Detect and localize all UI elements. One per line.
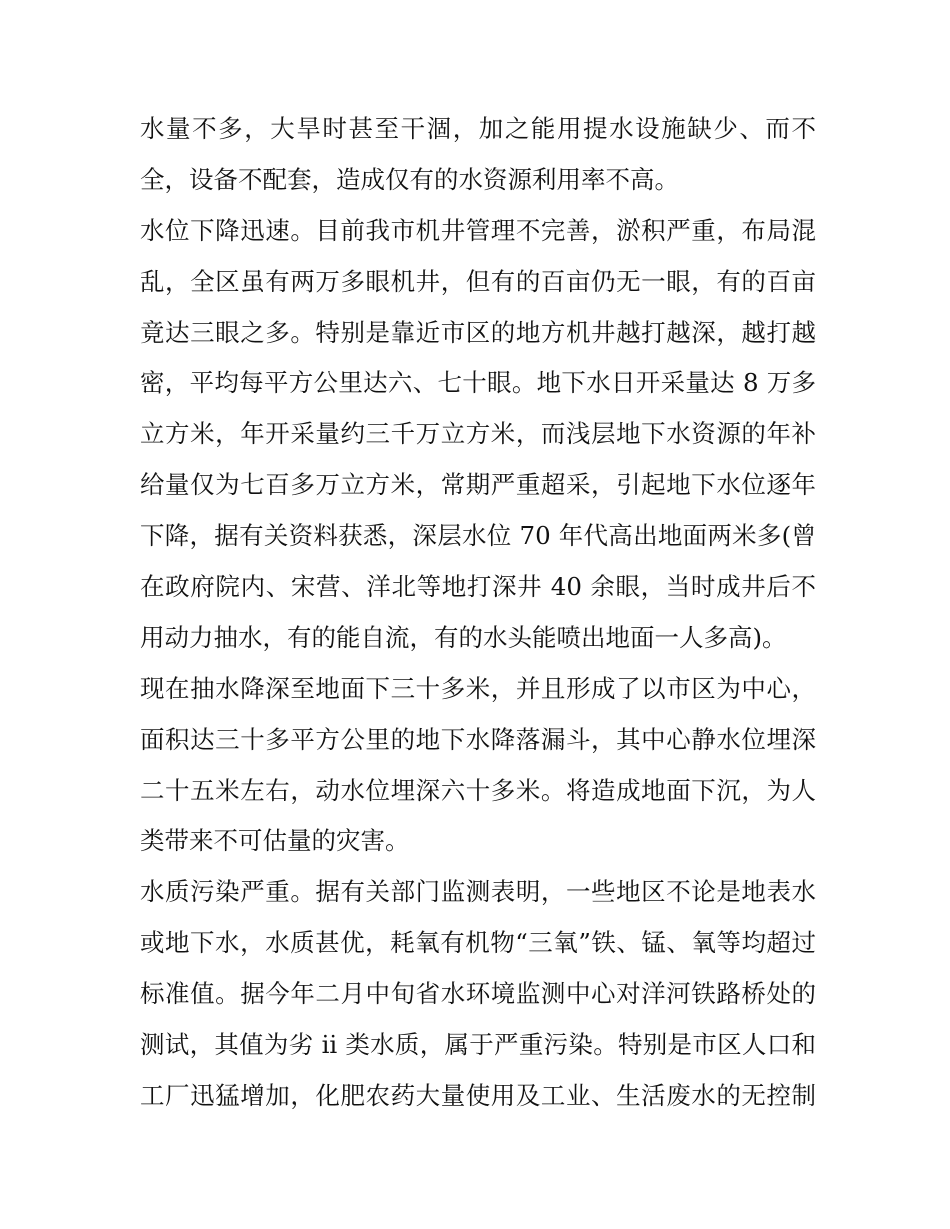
text-line: 水量不多，大旱时甚至干涸，加之能用提水设施缺少、而不: [140, 114, 816, 143]
text-line: 面积达三十多平方公里的地下水降落漏斗，其中心静水位埋深: [140, 724, 816, 754]
text-line: 工厂迅猛增加，化肥农药大量使用及工业、生活废水的无控制: [140, 1080, 816, 1110]
text-line: 密，平均每平方公里达六、七十眼。地下水日开采量达 8 万多: [140, 368, 816, 398]
text-line: 用动力抽水，有的能自流，有的水头能喷出地面一人多高)。: [140, 622, 787, 652]
body-text: [140, 104, 816, 1122]
text-line: 水位下降迅速。目前我市机井管理不完善，淤积严重，布局混: [140, 215, 816, 245]
text-line: 类带来不可估量的灾害。: [140, 826, 410, 856]
text-line: 二十五米左右，动水位埋深六十多米。将造成地面下沉，为人: [140, 775, 816, 805]
text-line: 现在抽水降深至地面下三十多米，并且形成了以市区为中心，: [140, 673, 816, 703]
text-line: 下降，据有关资料获悉，深层水位 70 年代高出地面两米多(曾: [140, 521, 816, 551]
text-line: 给量仅为七百多万立方米，常期严重超采，引起地下水位逐年: [140, 470, 816, 500]
text-line: 在政府院内、宋营、洋北等地打深井 40 余眼，当时成井后不: [140, 572, 816, 602]
text-line: 竟达三眼之多。特别是靠近市区的地方机井越打越深，越打越: [140, 317, 816, 347]
text-line: 测试，其值为劣 ii 类水质，属于严重污染。特别是市区人口和: [140, 1030, 816, 1060]
text-line: 标准值。据今年二月中旬省水环境监测中心对洋河铁路桥处的: [140, 979, 816, 1009]
text-line: 立方米，年开采量约三千万立方米，而浅层地下水资源的年补: [140, 419, 816, 449]
text-line: 乱，全区虽有两万多眼机井，但有的百亩仍无一眼，有的百亩: [140, 266, 816, 296]
text-line: 水质污染严重。据有关部门监测表明，一些地区不论是地表水: [140, 877, 816, 907]
text-line: 或地下水，水质甚优，耗氧有机物“三氧”铁、锰、氧等均超过: [140, 928, 816, 958]
text-line: 全，设备不配套，造成仅有的水资源利用率不高。: [140, 164, 679, 194]
